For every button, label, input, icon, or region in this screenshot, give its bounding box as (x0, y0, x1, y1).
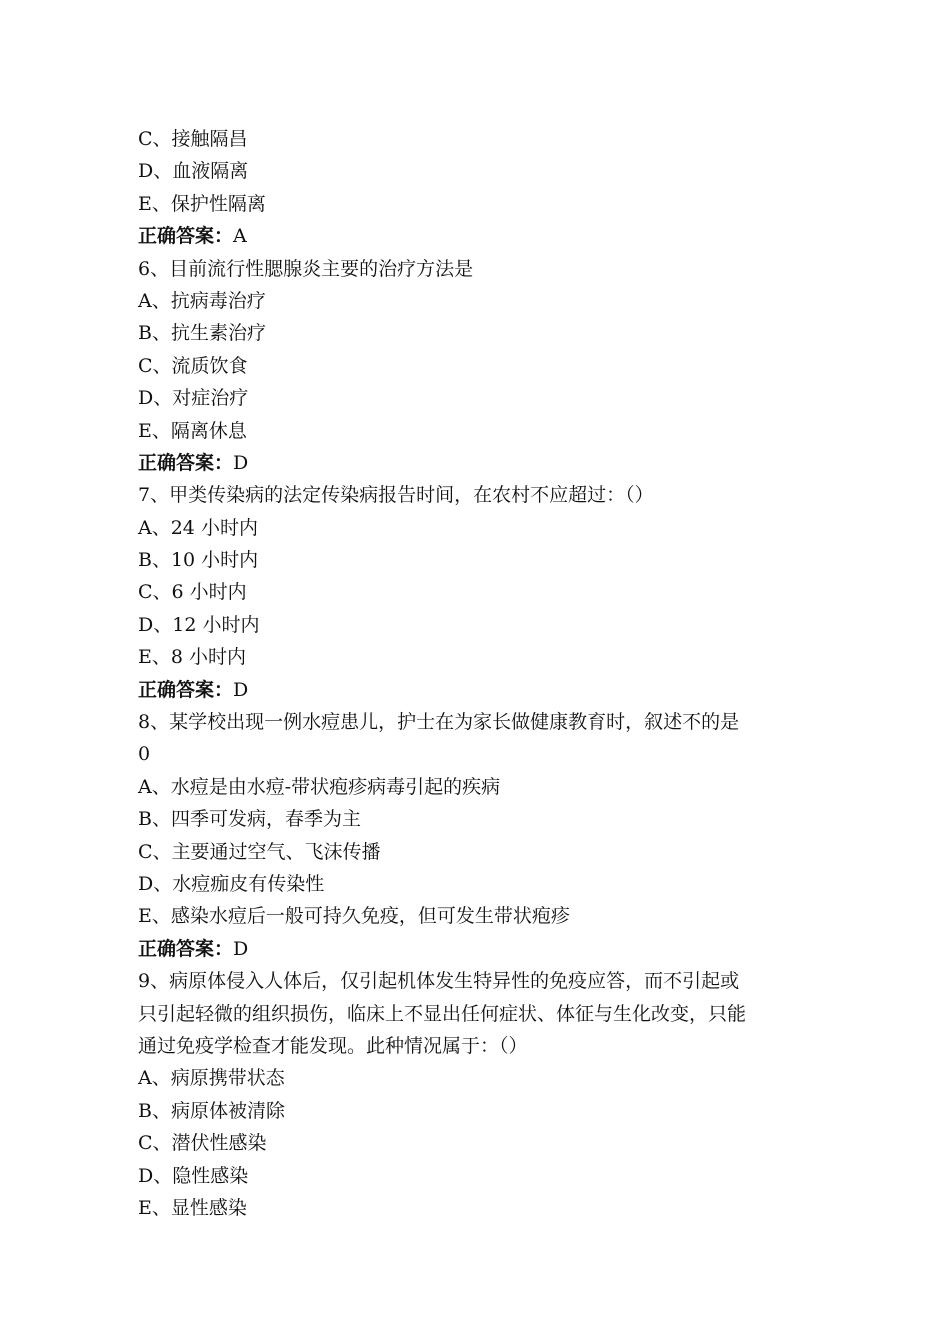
correct-answer-line (138, 933, 818, 965)
option-text: E、保护性隔离 (138, 192, 266, 215)
question-text: 6、目前流行性腮腺炎主要的治疗方法是 (138, 257, 474, 280)
option-text: B、病原体被清除 (138, 1099, 285, 1122)
option-text: D、水痘痂皮有传染性 (138, 872, 325, 895)
answer-label: 正确答案： (138, 225, 234, 248)
option-text: B、10 小时内 (138, 549, 259, 572)
option-text: C、潜伏性感染 (138, 1132, 267, 1155)
question-text: 7、甲类传染病的法定传染病报告时间，在农村不应超过：（） (138, 484, 654, 507)
answer-label: 正确答案： (138, 937, 234, 960)
option-text: D、隐性感染 (138, 1164, 249, 1187)
answer-label: 正确答案： (138, 678, 234, 701)
answer-label: 正确答案： (138, 451, 234, 474)
question-text: 8、某学校出现一例水痘患儿，护士在为家长做健康教育时，叙述不的是 (138, 711, 740, 734)
option-text: E、隔离休息 (138, 419, 247, 442)
option-text: C、主要通过空气、飞沫传播 (138, 840, 381, 863)
option-text: A、抗病毒治疗 (138, 289, 266, 312)
correct-answer-line (138, 674, 818, 706)
option-text: C、流质饮食 (138, 354, 248, 377)
option-text: A、24 小时内 (138, 516, 258, 539)
option-text: B、抗生素治疗 (138, 322, 266, 345)
option-text: D、12 小时内 (138, 613, 260, 636)
option-text: A、水痘是由水痘-带状疱疹病毒引起的疾病 (138, 775, 501, 798)
option-text: D、对症治疗 (138, 387, 249, 410)
answer-value: D (233, 451, 249, 474)
option-text: E、显性感染 (138, 1196, 247, 1219)
option-text: E、8 小时内 (138, 646, 246, 669)
answer-value: D (233, 937, 249, 960)
question-text: 只引起轻微的组织损伤，临床上不显出任何症状、体征与生化改变，只能 (138, 1002, 747, 1025)
correct-answer-line (138, 447, 818, 479)
document-page (138, 123, 818, 1224)
option-text: D、血液隔离 (138, 160, 249, 183)
answer-value: A (233, 225, 247, 248)
correct-answer-line (138, 220, 818, 252)
question-text: 9、病原体侵入人体后，仅引起机体发生特异性的免疫应答，而不引起或 (138, 970, 740, 993)
question-text: 通过免疫学检查才能发现。此种情况属于：（） (138, 1034, 528, 1057)
option-text: C、6 小时内 (138, 581, 247, 604)
option-text: A、病原携带状态 (138, 1067, 285, 1090)
answer-value: D (233, 678, 249, 701)
option-text: C、接触隔昌 (138, 128, 248, 150)
option-text: B、四季可发病，春季为主 (138, 808, 361, 831)
option-text: E、感染水痘后一般可持久免疫，但可发生带状疱疹 (138, 905, 570, 928)
question-text: 0 (138, 743, 151, 766)
